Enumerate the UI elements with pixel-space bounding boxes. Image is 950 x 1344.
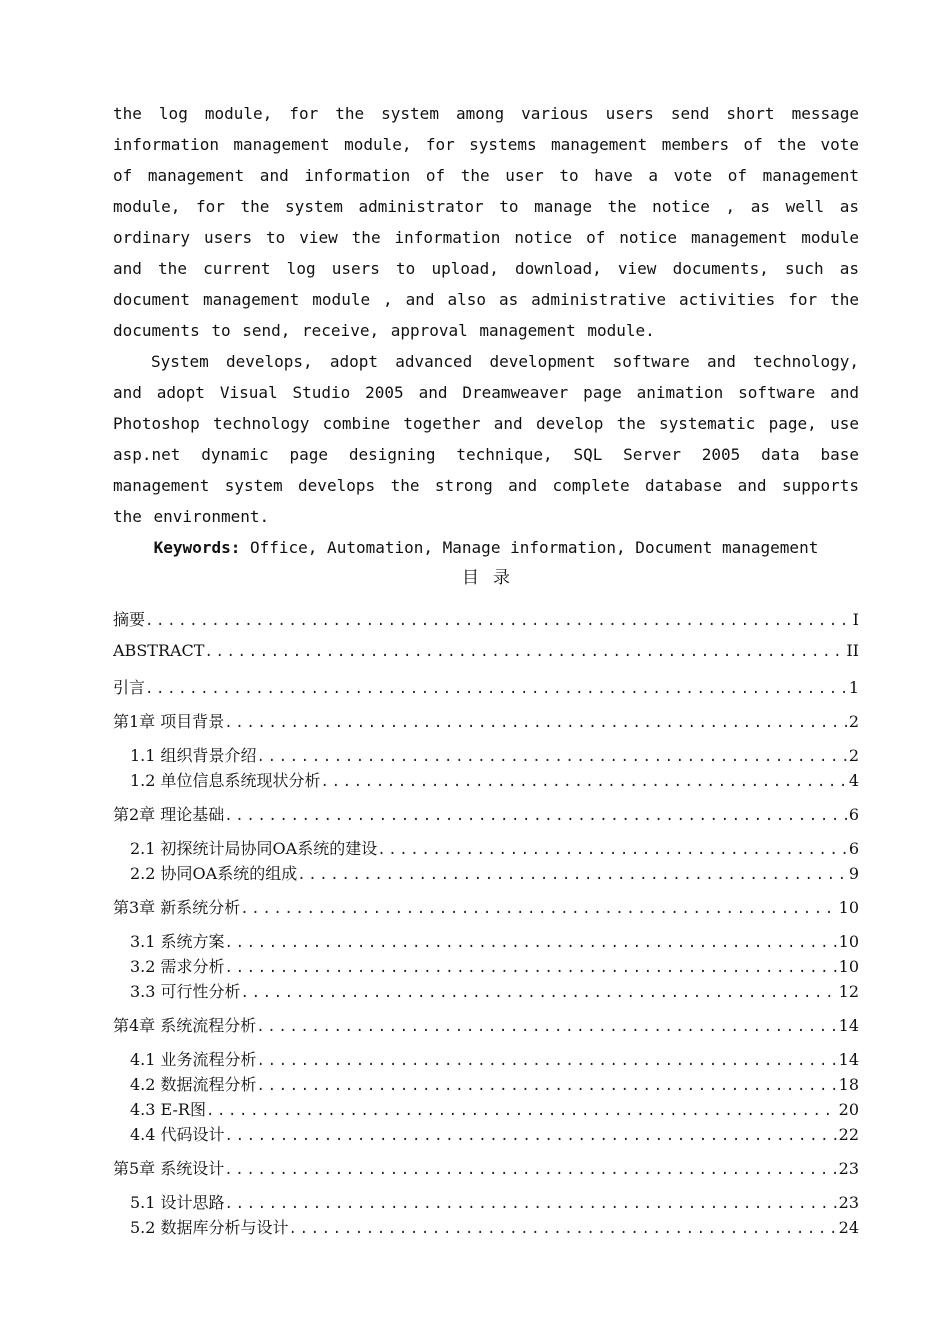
toc-entry-label: 第4章 系统流程分析: [113, 1016, 257, 1035]
toc-entry-label: 4.1 业务流程分析: [130, 1050, 257, 1069]
toc-entry-page: 10: [838, 898, 859, 917]
toc-entry-page: 23: [838, 1159, 859, 1178]
toc-entry-section-4-2[interactable]: [113, 1072, 859, 1097]
toc-entry-page: 10: [838, 932, 859, 951]
toc-entry-label: 5.2 数据库分析与设计: [130, 1218, 289, 1237]
toc-entry-page: 14: [838, 1016, 859, 1035]
toc-entry-section-4-1[interactable]: [113, 1047, 859, 1072]
toc-leader-dots: [257, 749, 847, 765]
toc-entry-label: 摘要: [113, 610, 146, 629]
toc-leader-dots: [145, 613, 851, 629]
toc-leader-dots: [225, 1128, 837, 1144]
toc-entry-label: ABSTRACT: [113, 641, 205, 660]
toc-entry-chapter-1[interactable]: [113, 709, 859, 734]
toc-leader-dots: [240, 901, 836, 917]
toc-leader-dots: [224, 1162, 836, 1178]
toc-entry-section-1-2[interactable]: [113, 768, 859, 793]
toc-entry-page: I: [852, 610, 859, 629]
toc-entry-page: 2: [848, 746, 859, 765]
toc-entry-section-5-2[interactable]: [113, 1215, 859, 1240]
toc-entry-page: 6: [848, 839, 859, 858]
toc-entry-label: 引言: [113, 678, 146, 697]
toc-title: 目录: [462, 568, 524, 588]
keywords-label: Keywords:: [153, 538, 241, 557]
toc-entry-label: 第1章 项目背景: [113, 712, 225, 731]
toc-entry-label: 4.2 数据流程分析: [130, 1075, 257, 1094]
toc-entry-label: 第2章 理论基础: [113, 805, 225, 824]
toc-entry-chapter-2[interactable]: [113, 802, 859, 827]
abstract-paragraph-1: the log module, for the system among various users send short message information management module, for systems management members of the vote of management and information of the user to have a vote of management module, for the system administrator to manage the notice , as well as ordinary users to view the information notice of notice management module and the current log users to upload, download, view documents, such as document management module , and also as administrative activities for the documents to send, receive, approval management module.: [113, 104, 859, 340]
toc-entry-section-4-3[interactable]: [113, 1097, 859, 1122]
toc-leader-dots: [145, 681, 847, 697]
toc-leader-dots: [377, 842, 847, 858]
toc-leader-dots: [224, 808, 847, 824]
toc-entry-label: 3.3 可行性分析: [130, 982, 241, 1001]
toc-entry-page: II: [846, 641, 859, 660]
table-of-contents: [113, 607, 859, 1240]
toc-leader-dots: [206, 1103, 837, 1119]
keywords-text: Office, Automation, Manage information, Document management: [240, 538, 819, 557]
toc-leader-dots: [321, 774, 847, 790]
toc-leader-dots: [257, 1078, 837, 1094]
toc-entry-introduction[interactable]: [113, 675, 859, 700]
keywords-line: [113, 532, 859, 563]
toc-leader-dots: [257, 1053, 837, 1069]
toc-entry-abstract-cn[interactable]: [113, 607, 859, 632]
toc-entry-section-3-2[interactable]: [113, 954, 859, 979]
toc-entry-label: 3.2 需求分析: [130, 957, 225, 976]
toc-entry-label: 第3章 新系统分析: [113, 898, 241, 917]
toc-leader-dots: [256, 1019, 836, 1035]
toc-entry-label: 1.2 单位信息系统现状分析: [130, 771, 321, 790]
toc-leader-dots: [289, 1221, 837, 1237]
toc-leader-dots: [204, 644, 844, 660]
toc-entry-section-2-2[interactable]: [113, 861, 859, 886]
toc-entry-page: 12: [838, 982, 859, 1001]
toc-leader-dots: [225, 935, 837, 951]
toc-entry-page: 9: [848, 864, 859, 883]
toc-entry-chapter-5[interactable]: [113, 1156, 859, 1181]
abstract-paragraph-2: System develops, adopt advanced development software and technology, and adopt Visual Studio 2005 and Dreamweaver page animation software and Photoshop technology combine together and develop the systematic page, use asp.net dynamic page designing technique, SQL Server 2005 data base management system develops the strong and complete database and supports the environment.: [113, 352, 859, 526]
toc-entry-section-3-3[interactable]: [113, 979, 859, 1004]
toc-leader-dots: [225, 1196, 837, 1212]
toc-entry-chapter-3[interactable]: [113, 895, 859, 920]
toc-leader-dots: [224, 715, 847, 731]
toc-leader-dots: [297, 867, 847, 883]
toc-entry-section-1-1[interactable]: [113, 743, 859, 768]
document-page: [113, 98, 859, 1240]
toc-entry-chapter-4[interactable]: [113, 1013, 859, 1038]
toc-entry-section-3-1[interactable]: [113, 929, 859, 954]
toc-entry-abstract-en[interactable]: [113, 641, 859, 666]
toc-entry-page: 1: [848, 678, 859, 697]
toc-entry-page: 2: [848, 712, 859, 731]
toc-entry-page: 6: [848, 805, 859, 824]
toc-entry-page: 14: [838, 1050, 859, 1069]
toc-leader-dots: [225, 960, 837, 976]
toc-entry-label: 2.2 协同OA系统的组成: [130, 864, 298, 883]
toc-entry-label: 3.1 系统方案: [130, 932, 225, 951]
toc-entry-page: 22: [838, 1125, 859, 1144]
toc-entry-page: 23: [838, 1193, 859, 1212]
toc-entry-page: 24: [838, 1218, 859, 1237]
toc-entry-label: 第5章 系统设计: [113, 1159, 225, 1178]
toc-entry-label: 5.1 设计思路: [130, 1193, 225, 1212]
toc-entry-section-2-1[interactable]: [113, 836, 859, 861]
toc-entry-page: 18: [838, 1075, 859, 1094]
toc-entry-page: 4: [848, 771, 859, 790]
toc-entry-label: 4.3 E-R图: [130, 1100, 206, 1119]
toc-entry-page: 10: [838, 957, 859, 976]
toc-entry-label: 1.1 组织背景介绍: [130, 746, 257, 765]
toc-entry-label: 4.4 代码设计: [130, 1125, 225, 1144]
toc-entry-section-5-1[interactable]: [113, 1190, 859, 1215]
toc-leader-dots: [241, 985, 837, 1001]
toc-entry-section-4-4[interactable]: [113, 1122, 859, 1147]
toc-entry-label: 2.1 初探统计局协同OA系统的建设: [130, 839, 378, 858]
toc-entry-page: 20: [838, 1100, 859, 1119]
